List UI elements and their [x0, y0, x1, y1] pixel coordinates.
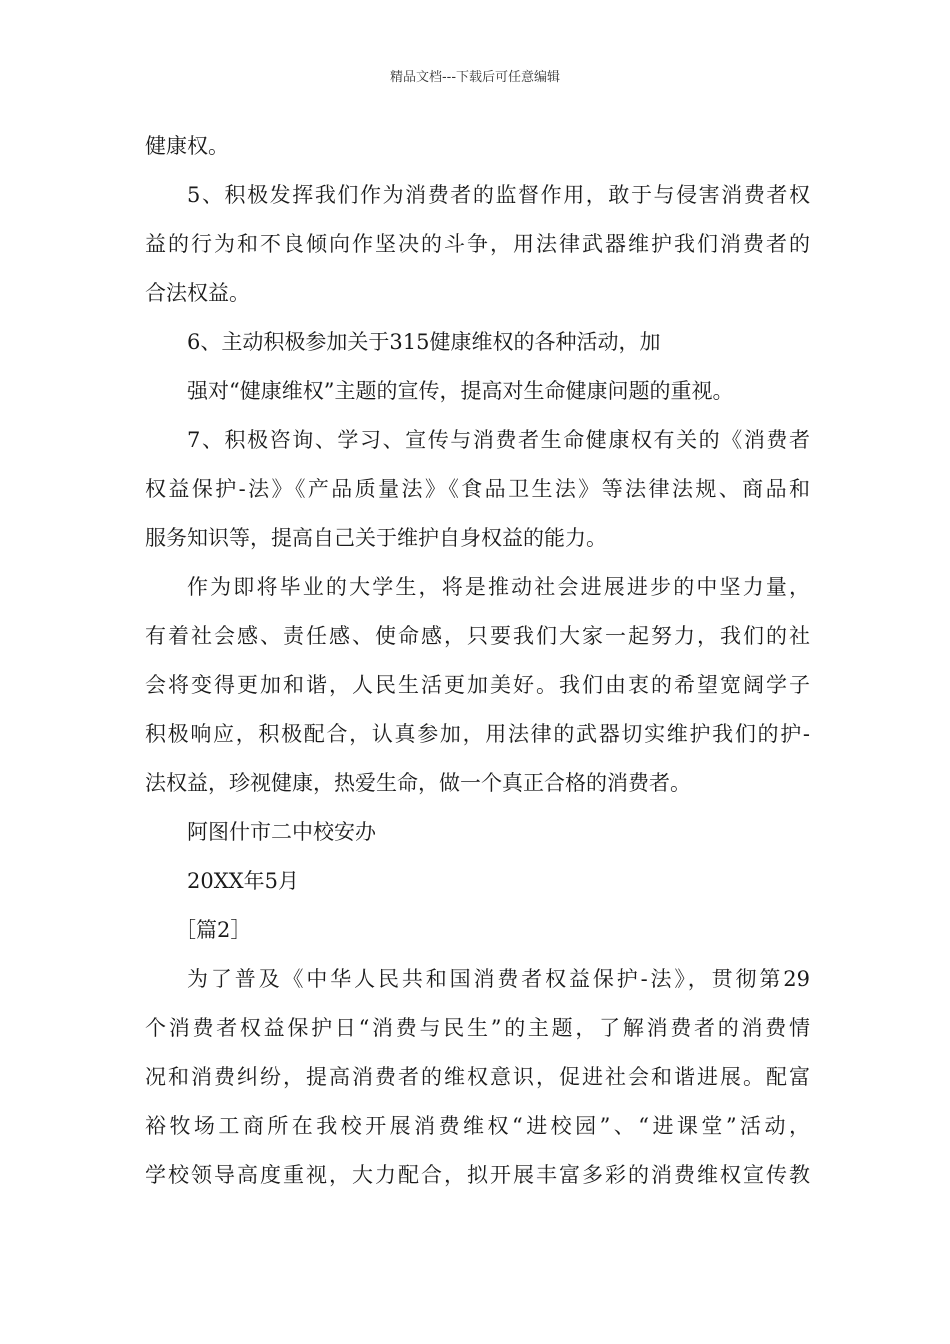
- text-line: 学校领导高度重视，大力配合，拟开展丰富多彩的消费维权宣传教: [145, 1163, 810, 1187]
- text-line: 会将变得更加和谐，人民生活更加美好。我们由衷的希望宽阔学子: [145, 673, 810, 697]
- document-body: [145, 122, 810, 1200]
- text-line: 益的行为和不良倾向作坚决的斗争，用法律武器维护我们消费者的: [145, 232, 810, 256]
- text-line: 5、积极发挥我们作为消费者的监督作用，敢于与侵害消费者权: [187, 183, 810, 207]
- text-line: 有着社会感、责任感、使命感，只要我们大家一起努力，我们的社: [145, 624, 810, 648]
- text-line: 况和消费纠纷，提高消费者的维权意识，促进社会和谐进展。配富: [145, 1065, 810, 1089]
- section-marker: ［篇2］: [175, 918, 252, 942]
- text-line: 合法权益。: [145, 281, 250, 305]
- text-line: 裕牧场工商所在我校开展消费维权“进校园”、“进课堂”活动，: [145, 1114, 810, 1138]
- text-line: 健康权。: [145, 134, 229, 158]
- text-line: 权益保护-法》《产品质量法》《食品卫生法》等法律法规、商品和: [145, 477, 810, 501]
- text-line: 积极响应，积极配合，认真参加，用法律的武器切实维护我们的护-: [145, 722, 810, 746]
- text-line: 服务知识等，提高自己关于维护自身权益的能力。: [145, 526, 607, 550]
- text-line: 为了普及《中华人民共和国消费者权益保护-法》，贯彻第29: [187, 967, 810, 991]
- text-line: 7、积极咨询、学习、宣传与消费者生命健康权有关的《消费者: [187, 428, 810, 452]
- text-line: 个消费者权益保护日“消费与民生”的主题，了解消费者的消费情: [145, 1016, 810, 1040]
- text-line: 强对“健康维权”主题的宣传，提高对生命健康问题的重视。: [187, 379, 734, 403]
- signature-date: 20XX年5月: [187, 869, 299, 893]
- text-line: 6、主动积极参加关于315健康维权的各种活动，加: [187, 330, 661, 354]
- signature-org: 阿图什市二中校安办: [187, 820, 376, 844]
- text-line: 作为即将毕业的大学生，将是推动社会进展进步的中坚力量，: [187, 575, 810, 599]
- text-line: 法权益，珍视健康，热爱生命，做一个真正合格的消费者。: [145, 771, 691, 795]
- page-header: 精品文档---下载后可任意编辑: [389, 70, 561, 85]
